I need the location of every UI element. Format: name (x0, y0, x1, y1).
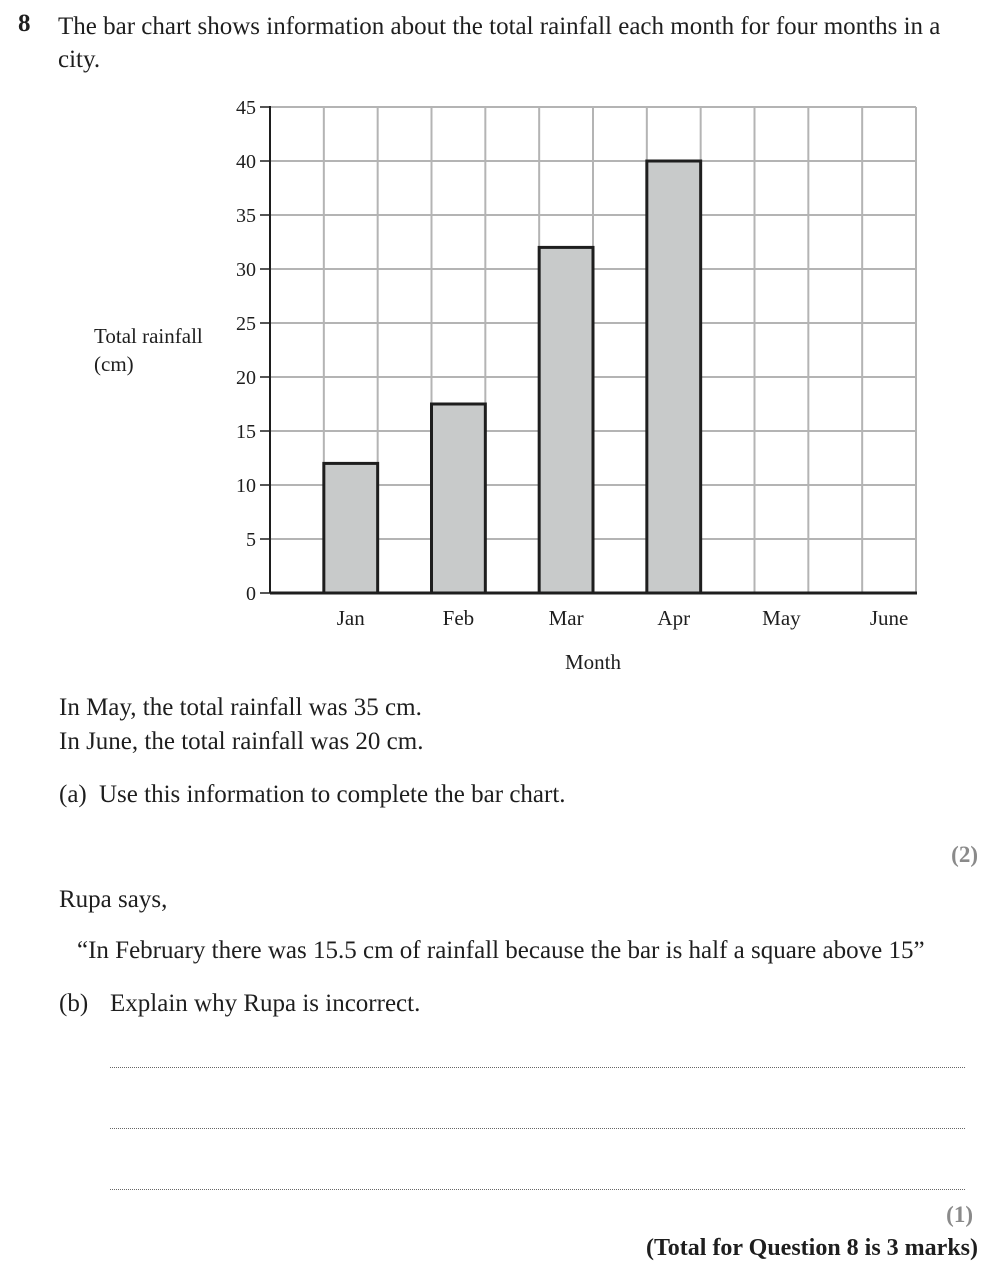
rupa-quote: “In February there was 15.5 cm of rainfall because the bar is half a square above 15” (77, 937, 925, 964)
y-tick-label: 20 (236, 367, 256, 389)
part-b-label: (b) (59, 990, 89, 1017)
question-total: (Total for Question 8 is 3 marks) (645, 1235, 978, 1261)
question-number: 8 (18, 10, 31, 37)
part-a-marks: (2) (951, 842, 978, 867)
answer-line-2[interactable] (110, 1128, 965, 1129)
info-june: In June, the total rainfall was 20 cm. (59, 728, 424, 755)
y-tick-label: 10 (236, 475, 256, 497)
x-tick-label: May (762, 606, 801, 630)
x-tick-label: June (869, 606, 909, 630)
x-axis-title: Month (564, 650, 622, 674)
part-a-label: (a) (59, 781, 87, 808)
bar-mar (539, 247, 593, 593)
part-a-text: Use this information to complete the bar chart. (99, 781, 566, 808)
y-tick-label: 5 (246, 529, 256, 551)
y-axis-label-line-2: (cm) (94, 352, 134, 376)
x-tick-label: Apr (657, 606, 691, 630)
bar-feb (432, 404, 486, 593)
rupa-says: Rupa says, (59, 886, 168, 913)
x-tick-label: Mar (548, 606, 584, 630)
y-tick-label: 25 (236, 313, 256, 335)
y-tick-label: 15 (236, 421, 256, 443)
part-b-marks: (1) (946, 1202, 973, 1227)
answer-line-3[interactable] (110, 1189, 965, 1190)
y-tick-label: 0 (246, 583, 256, 605)
question-intro: The bar chart shows information about the total rainfall each month for four months in a city. (58, 13, 941, 73)
y-tick-label: 30 (236, 259, 256, 281)
answer-line-1[interactable] (110, 1067, 965, 1068)
y-tick-label: 35 (236, 205, 256, 227)
x-tick-label: Jan (336, 606, 365, 630)
x-tick-label: Feb (442, 606, 475, 630)
part-b-text: Explain why Rupa is incorrect. (110, 990, 421, 1017)
bar-apr (647, 161, 701, 593)
y-tick-label: 45 (236, 97, 256, 119)
y-tick-label: 40 (236, 151, 256, 173)
y-axis-label-line-1: Total rainfall (94, 324, 203, 348)
info-may: In May, the total rainfall was 35 cm. (59, 694, 422, 721)
bar-jan (324, 463, 378, 593)
